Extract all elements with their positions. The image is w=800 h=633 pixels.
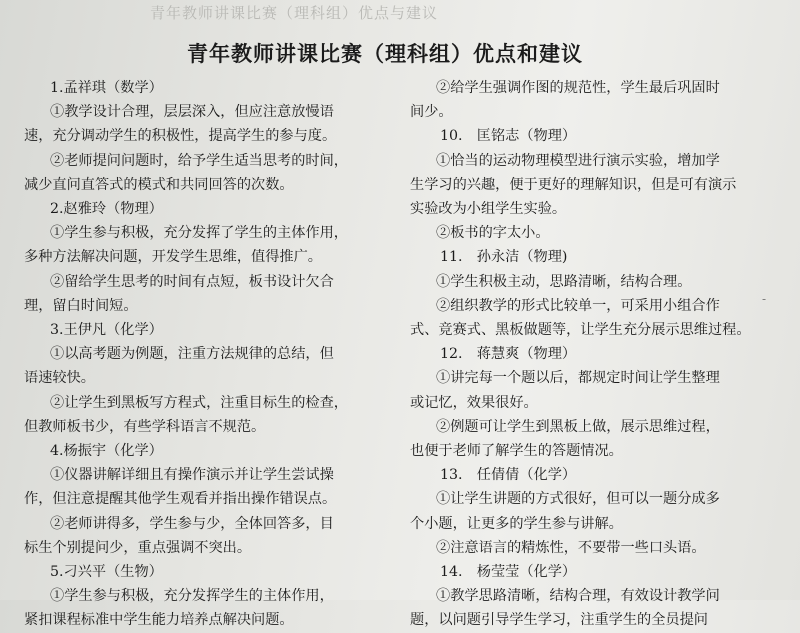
text-line: ①让学生讲题的方式很好，但可以一题分成多 — [436, 491, 720, 508]
text-line: 间少。 — [410, 104, 453, 121]
text-line: 也便于老师了解学生的答题情况。 — [410, 443, 623, 460]
text-line: ①以高考题为例题，注重方法规律的总结，但 — [50, 346, 334, 363]
text-line: 10. 匡铭志（物理） — [440, 128, 577, 145]
text-line: ②例题可让学生到黑板上做，展示思维过程， — [436, 418, 720, 435]
text-line: 或记忆，效果很好。 — [410, 394, 538, 411]
text-line: ②注意语言的精炼性，不要带一些口头语。 — [436, 539, 706, 556]
text-line: 2.赵雅玲（物理） — [50, 201, 163, 218]
header-bleed-through: 青年教师讲课比赛（理科组）优点与建议 — [150, 4, 439, 22]
text-line: 5.刁兴平（生物） — [50, 564, 163, 581]
text-line: ①讲完每一个题以后，都规定时间让学生整理 — [436, 370, 720, 387]
text-line: ②给学生强调作图的规范性，学生最后巩固时 — [436, 80, 720, 96]
text-line: ①教学设计合理，层层深入，但应注意放慢语 — [50, 104, 334, 121]
text-line: 多种方法解决问题，开发学生思维，值得推广。 — [24, 249, 322, 266]
left-column — [24, 76, 380, 633]
document-title: 青年教师讲课比赛（理科组）优点和建议 — [187, 42, 583, 66]
text-line: 作，但注意提醒其他学生观看并指出操作错误点。 — [24, 491, 337, 508]
text-line: ②让学生到黑板写方程式，注重目标生的检查， — [50, 394, 348, 411]
text-line: ①学生积极主动，思路清晰，结构合理。 — [436, 273, 692, 290]
text-line: 但教师板书少，有些学科语言不规范。 — [24, 418, 266, 435]
text-line: ②老师讲得多，学生参与少，全体回答多，目 — [50, 515, 334, 532]
text-line: 理，留白时间短。 — [24, 297, 138, 314]
text-line: 式、竞赛式、黑板做题等，让学生充分展示思维过程。 — [410, 322, 751, 339]
text-line: 12. 蒋慧爽（物理） — [440, 346, 577, 363]
text-line: ①教学思路清晰，结构合理，有效设计教学问 — [436, 588, 720, 605]
text-line: 实验改为小组学生实验。 — [410, 201, 567, 218]
text-line: 4.杨振宇（化学） — [50, 443, 163, 460]
right-column — [410, 76, 780, 633]
text-line: ②老师提问问题时，给予学生适当思考的时间， — [50, 152, 348, 169]
stray-mark: - — [761, 292, 766, 306]
text-line: ②板书的字太小。 — [436, 225, 550, 242]
text-line: ①学生参与积极，充分发挥学生的主体作用， — [50, 588, 334, 605]
text-line: ②留给学生思考的时间有点短，板书设计欠合 — [50, 273, 334, 290]
text-line: ①恰当的运动物理模型进行演示实验，增加学 — [436, 152, 720, 169]
text-line: 速，充分调动学生的积极性，提高学生的参与度。 — [24, 128, 337, 145]
text-line: 3.王伊凡（化学） — [50, 322, 163, 339]
text-line: 紧扣课程标准中学生能力培养点解决问题。 — [24, 612, 294, 629]
text-line: 13. 任倩倩（化学） — [440, 467, 577, 484]
text-line: 14. 杨莹莹（化学） — [440, 564, 577, 581]
text-line: ②组织教学的形式比较单一，可采用小组合作 — [436, 297, 720, 314]
text-line: ①仪器讲解详细且有操作演示并让学生尝试操 — [50, 467, 334, 484]
text-line: 题，以问题引导学生学习，注重学生的全员提问 — [410, 612, 708, 629]
text-line: 11. 孙永洁（物理) — [440, 249, 568, 266]
text-line: ①学生参与积极，充分发挥了学生的主体作用， — [50, 225, 348, 242]
text-line: 标生个别提问少，重点强调不突出。 — [24, 539, 252, 556]
text-line: 个小题，让更多的学生参与讲解。 — [410, 515, 623, 532]
text-line: 1.孟祥琪（数学） — [50, 80, 163, 96]
text-line: 生学习的兴趣，便于更好的理解知识，但是可有演示 — [410, 176, 737, 193]
text-line: 减少直问直答式的模式和共同回答的次数。 — [24, 176, 294, 193]
text-line: 语速较快。 — [24, 370, 95, 387]
